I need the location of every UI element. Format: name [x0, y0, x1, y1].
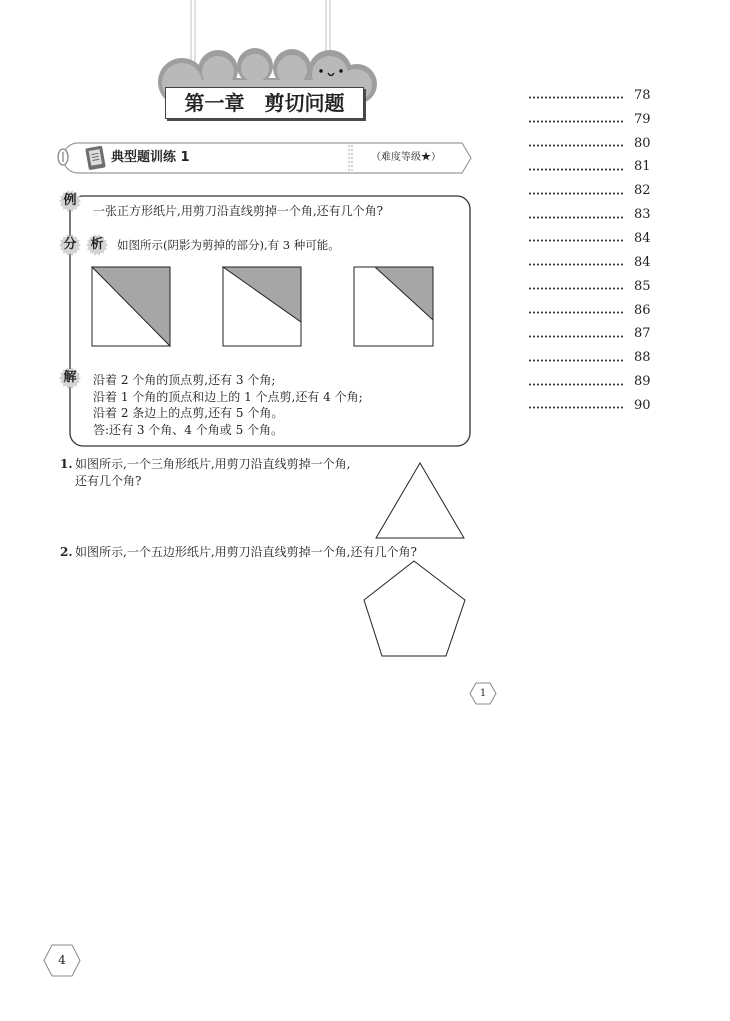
example-question: 一张正方形纸片,用剪刀沿直线剪掉一个角,还有几个角? [93, 204, 384, 218]
dot-leader [528, 192, 625, 195]
toc-entry [528, 132, 658, 156]
solution-line: 沿着 2 条边上的点剪,还有 5 个角。 [93, 406, 284, 421]
dot-leader [528, 311, 625, 314]
dot-leader [528, 168, 625, 171]
exercise-text: 如图所示,一个五边形纸片,用剪刀沿直线剪掉一个角,还有几个角? [75, 545, 417, 559]
dot-leader [528, 96, 625, 99]
analysis-text: 如图所示(阴影为剪掉的部分),有 3 种可能。 [117, 238, 340, 252]
exercise-number: 2. [60, 545, 73, 559]
toc-page-number: 89 [634, 374, 651, 390]
dot-leader [528, 406, 625, 409]
paperclip-icon [58, 149, 68, 165]
toc-entry [528, 394, 658, 418]
solution-line: 沿着 1 个角的顶点和边上的 1 个点剪,还有 4 个角; [93, 389, 363, 404]
dot-leader [528, 263, 625, 266]
toc-page-number: 88 [634, 350, 651, 366]
dot-leader [528, 335, 625, 338]
toc-entry [528, 370, 658, 394]
dot-leader [528, 239, 625, 242]
toc-entry [528, 179, 658, 203]
pentagon-figure [364, 561, 465, 656]
toc-page-number: 80 [634, 135, 651, 151]
toc-page-number: 90 [634, 397, 651, 413]
solution-text [93, 372, 363, 439]
chapter-title-box [165, 87, 364, 119]
analysis-label-2: 析 [90, 237, 104, 252]
solution-label: 解 [63, 370, 77, 385]
toc-entry [528, 275, 658, 299]
dot-leader [528, 359, 625, 362]
exercise-text: 如图所示,一个三角形纸片,用剪刀沿直线剪掉一个角, [75, 457, 351, 471]
square-figure-1 [92, 267, 170, 346]
exercise-number: 1. [60, 457, 73, 471]
section-title: 典型题训练 1 [111, 150, 190, 165]
toc-entry [528, 322, 658, 346]
cut-region-2 [223, 267, 301, 322]
toc-entry [528, 346, 658, 370]
toc-page-number: 87 [634, 326, 651, 342]
square-figure-2 [223, 267, 301, 346]
toc-entry [528, 299, 658, 323]
toc-page-number: 82 [634, 183, 651, 199]
solution-answer: 答:还有 3 个角、4 个角或 5 个角。 [93, 423, 284, 438]
toc-page-number: 79 [634, 111, 651, 127]
chapter-title: 第一章 剪切问题 [184, 91, 345, 115]
toc-page-number: 84 [634, 230, 651, 246]
toc-page-number: 83 [634, 207, 651, 223]
toc-entry [528, 227, 658, 251]
dot-leader [528, 287, 625, 290]
toc-page-number: 86 [634, 302, 651, 318]
inner-page-marker: 1 [479, 688, 487, 699]
triangle-figure [376, 463, 464, 538]
toc-page-number: 85 [634, 278, 651, 294]
square-figure-3 [354, 267, 433, 346]
difficulty-rating: （难度等级★） [371, 152, 441, 163]
cut-region-3 [375, 267, 433, 320]
exercise-text: 还有几个角? [75, 474, 142, 488]
example-label: 例 [63, 193, 77, 208]
dot-leader [528, 144, 625, 147]
dot-leader [528, 383, 625, 386]
toc-page-number: 84 [634, 254, 651, 270]
dot-leader [528, 216, 625, 219]
toc-entry [528, 156, 658, 180]
toc-page-number: 78 [634, 87, 651, 103]
page-number: 4 [58, 953, 66, 967]
table-of-contents [528, 84, 658, 418]
analysis-label-1: 分 [63, 237, 77, 252]
solution-line: 沿着 2 个角的顶点剪,还有 3 个角; [93, 373, 276, 387]
toc-entry [528, 108, 658, 132]
toc-entry [528, 84, 658, 108]
cut-region-1 [92, 267, 170, 346]
toc-entry [528, 203, 658, 227]
dot-leader [528, 120, 625, 123]
toc-page-number: 81 [634, 159, 651, 175]
toc-entry [528, 251, 658, 275]
